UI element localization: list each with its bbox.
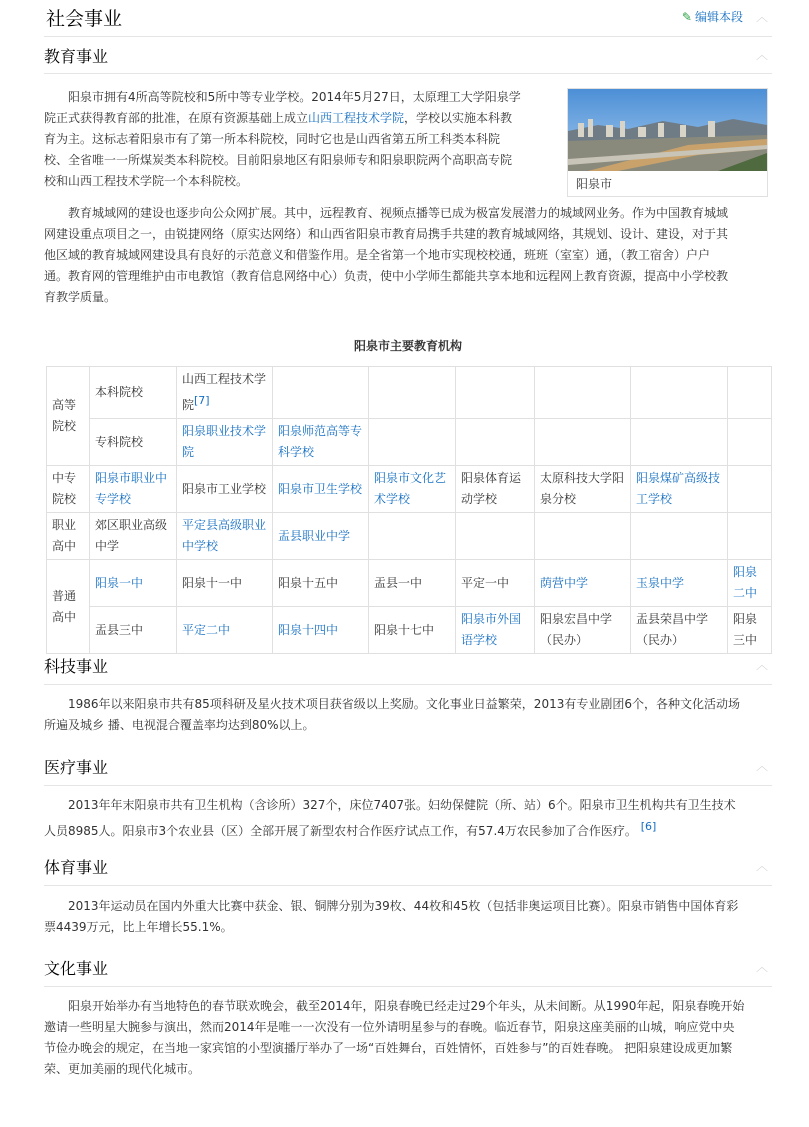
table-cell — [535, 560, 631, 607]
section-title-education: 教育事业 — [44, 47, 109, 66]
text-line: 阳泉市拥有4所高等院校和5所中等专业学校。2014年5月27日，太原理工大学阳泉学 — [68, 90, 521, 104]
table-cell: 阳泉十五中 — [273, 560, 369, 607]
section-title-medical: 医疗事业 — [44, 758, 109, 777]
divider — [44, 36, 772, 37]
table-cell: 阳泉体育运动学校 — [456, 466, 535, 513]
text-line: 2013年年末阳泉市共有卫生机构（含诊所）327个，床位7407张。妇幼保健院（所、站）6个。阳泉市卫生机构共有卫生技术 — [68, 798, 736, 812]
table-cell: 平定一中 — [456, 560, 535, 607]
table-cell — [631, 466, 728, 513]
school-link[interactable]: 平定县高级职业中学校 — [182, 518, 267, 553]
divider — [44, 684, 772, 685]
table-cell — [177, 367, 273, 419]
text-line: 他区域的教育城域网建设具有良好的示范意义和借鉴作用。是全省第一个地市实现校校通，班班（室室）通，（教工宿舍）户户 — [44, 248, 711, 262]
text-line: ，学校以实施本科教 — [404, 111, 513, 125]
city-photo — [568, 89, 767, 171]
table-cell — [177, 607, 273, 654]
table-cell — [456, 607, 535, 654]
paragraph-medical — [44, 795, 772, 842]
text-line: 所遍及城乡 播、电视混合覆盖率均达到80%以上。 — [44, 718, 315, 732]
image-caption: 阳泉市 — [576, 177, 613, 191]
education-table — [46, 366, 772, 654]
divider — [44, 73, 772, 74]
city-thumbnail[interactable] — [567, 88, 768, 197]
school-link[interactable]: 阳泉市卫生学校 — [278, 481, 363, 496]
table-cell: 盂县三中 — [90, 607, 177, 654]
table-cell — [177, 419, 273, 466]
text-line: 网建设重点项目之一，由锐捷网络（原实达网络）和山西省阳泉市教育局携手共建的教育城域网络，其规划、设计、建设，对于其 — [44, 227, 729, 241]
table-cell: 阳泉市工业学校 — [177, 466, 273, 513]
table-cell: 阳泉十一中 — [177, 560, 273, 607]
text-line: 票4439万元，比上年增长55.1%。 — [44, 920, 233, 934]
text-line: 荣、更加美丽的现代化城市。 — [44, 1062, 201, 1076]
table-header-cell: 职业高中 — [47, 513, 90, 560]
table-cell: 专科院校 — [90, 419, 177, 466]
edit-label: 编辑本段 — [694, 10, 743, 24]
school-link[interactable]: 荫营中学 — [540, 575, 589, 590]
school-link[interactable]: 阳泉市外国语学校 — [461, 612, 522, 647]
table-cell: 盂县一中 — [369, 560, 456, 607]
table-cell — [90, 560, 177, 607]
text-line: 邀请一些明星大腕参与演出，然而2014年是唯一一次没有一位外请明星参与的春晚。临近春节，阳泉这座美丽的山城，响应党中央 — [44, 1020, 735, 1034]
school-link[interactable]: 阳泉职业技术学院 — [182, 424, 267, 459]
school-link[interactable]: 阳泉市文化艺术学校 — [374, 471, 447, 506]
table-header-cell: 中专院校 — [47, 466, 90, 513]
table-cell — [273, 513, 369, 560]
collapse-chevron-icon[interactable]: ︿ — [756, 960, 769, 974]
table-cell: 阳泉三中 — [728, 607, 772, 654]
table-cell — [273, 607, 369, 654]
text-line: 教育城域网的建设也逐步向公众网扩展。其中，远程教育、视频点播等已成为极富发展潜力的城域网业务。作为中国教育城域 — [68, 206, 729, 220]
divider — [44, 885, 772, 886]
edit-section-button[interactable] — [682, 8, 743, 25]
text-line: 通。教育网的管理维护由市电教馆（教育信息网络中心）负责，使中小学师生都能共享本地和远程网上教育资源，提高中小学校教 — [44, 269, 729, 283]
table-cell: 郊区职业高级中学 — [90, 513, 177, 560]
text-line: 人员8985人。阳泉市3个农业县（区）全部开展了新型农村合作医疗试点工作，有57.4万农民参加了合作医疗。 — [44, 824, 637, 838]
divider — [44, 785, 772, 786]
table-caption: 阳泉市主要教育机构 — [353, 339, 462, 353]
text-line: 育教学质量。 — [44, 290, 117, 304]
link-shanxi-institute[interactable]: 山西工程技术学院 — [308, 111, 405, 125]
paragraph-tech — [44, 694, 772, 736]
text-line: 2013年运动员在国内外重大比赛中获金、银、铜牌分别为39枚、44枚和45枚（包括非奥运项目比赛）。阳泉市销售中国体育彩 — [68, 899, 739, 913]
text-line: 阳泉开始举办有当地特色的春节联欢晚会，截至2014年，阳泉春晚已经走过29个年头，从未间断。从1990年起，阳泉春晚开始 — [68, 999, 745, 1013]
table-cell — [273, 419, 369, 466]
school-link[interactable]: 盂县职业中学 — [278, 528, 351, 543]
school-link[interactable]: 阳泉煤矿高级技工学校 — [636, 471, 721, 506]
school-name: 山西工程技术学院 — [182, 372, 267, 412]
paragraph-sports — [44, 896, 772, 938]
text-line: 院正式获得教育部的批准，在原有资源基础上成立 — [44, 111, 309, 125]
school-link[interactable]: 阳泉十四中 — [278, 622, 339, 637]
table-cell: 阳泉宏昌中学（民办） — [535, 607, 631, 654]
ref-link[interactable]: [6] — [640, 820, 657, 833]
school-link[interactable]: 阳泉师范高等专科学校 — [278, 424, 363, 459]
school-link[interactable]: 阳泉二中 — [733, 565, 758, 600]
table-cell: 阳泉十七中 — [369, 607, 456, 654]
collapse-chevron-icon[interactable]: ︿ — [756, 48, 769, 62]
divider — [44, 986, 772, 987]
section-title-tech: 科技事业 — [44, 657, 109, 676]
section-title-culture: 文化事业 — [44, 959, 109, 978]
page-title: 社会事业 — [46, 8, 123, 30]
text-line: 1986年以来阳泉市共有85项科研及星火技术项目获省级以上奖励。文化事业日益繁荣，2013有专业剧团6个，各种文化活动场 — [68, 697, 740, 711]
paragraph-education-1 — [44, 87, 559, 192]
school-link[interactable]: 阳泉一中 — [95, 575, 144, 590]
collapse-chevron-icon[interactable]: ︿ — [756, 859, 769, 873]
table-cell — [728, 560, 772, 607]
section-title-sports: 体育事业 — [44, 858, 109, 877]
table-header-cell: 高等院校 — [47, 367, 90, 466]
text-line: 节俭办晚会的规定，在当地一家宾馆的小型演播厅举办了一场“百姓舞台，百姓情怀，百姓参与”的百姓春晚。 把阳泉建设成更加繁 — [44, 1041, 733, 1055]
collapse-chevron-icon[interactable]: ︿ — [756, 658, 769, 672]
table-cell: 本科院校 — [90, 367, 177, 419]
table-cell: 盂县荣昌中学（民办） — [631, 607, 728, 654]
table-cell — [631, 560, 728, 607]
collapse-chevron-icon[interactable]: ︿ — [756, 759, 769, 773]
text-line: 育为主。这标志着阳泉市有了第一所本科院校，同时它也是山西省第五所工科类本科院 — [44, 132, 501, 146]
paragraph-culture — [44, 996, 772, 1080]
table-cell: 太原科技大学阳泉分校 — [535, 466, 631, 513]
pencil-icon: ✎ — [681, 9, 692, 24]
table-header-cell: 普通高中 — [47, 560, 90, 654]
text-line: 校和山西工程技术学院一个本科院校。 — [44, 174, 249, 188]
school-link[interactable]: 平定二中 — [182, 622, 231, 637]
table-cell — [90, 466, 177, 513]
table-cell — [273, 466, 369, 513]
school-link[interactable]: 阳泉市职业中专学校 — [95, 471, 168, 506]
text-line: 校、全省唯一一所煤炭类本科院校。目前阳泉地区有阳泉师专和阳泉职院两个高职高专院 — [44, 153, 513, 167]
table-cell — [177, 513, 273, 560]
paragraph-education-2 — [44, 203, 772, 308]
ref-link[interactable]: [7] — [194, 394, 210, 407]
collapse-chevron-icon[interactable]: ︿ — [756, 10, 769, 24]
table-cell — [369, 466, 456, 513]
school-link[interactable]: 玉泉中学 — [636, 575, 685, 590]
